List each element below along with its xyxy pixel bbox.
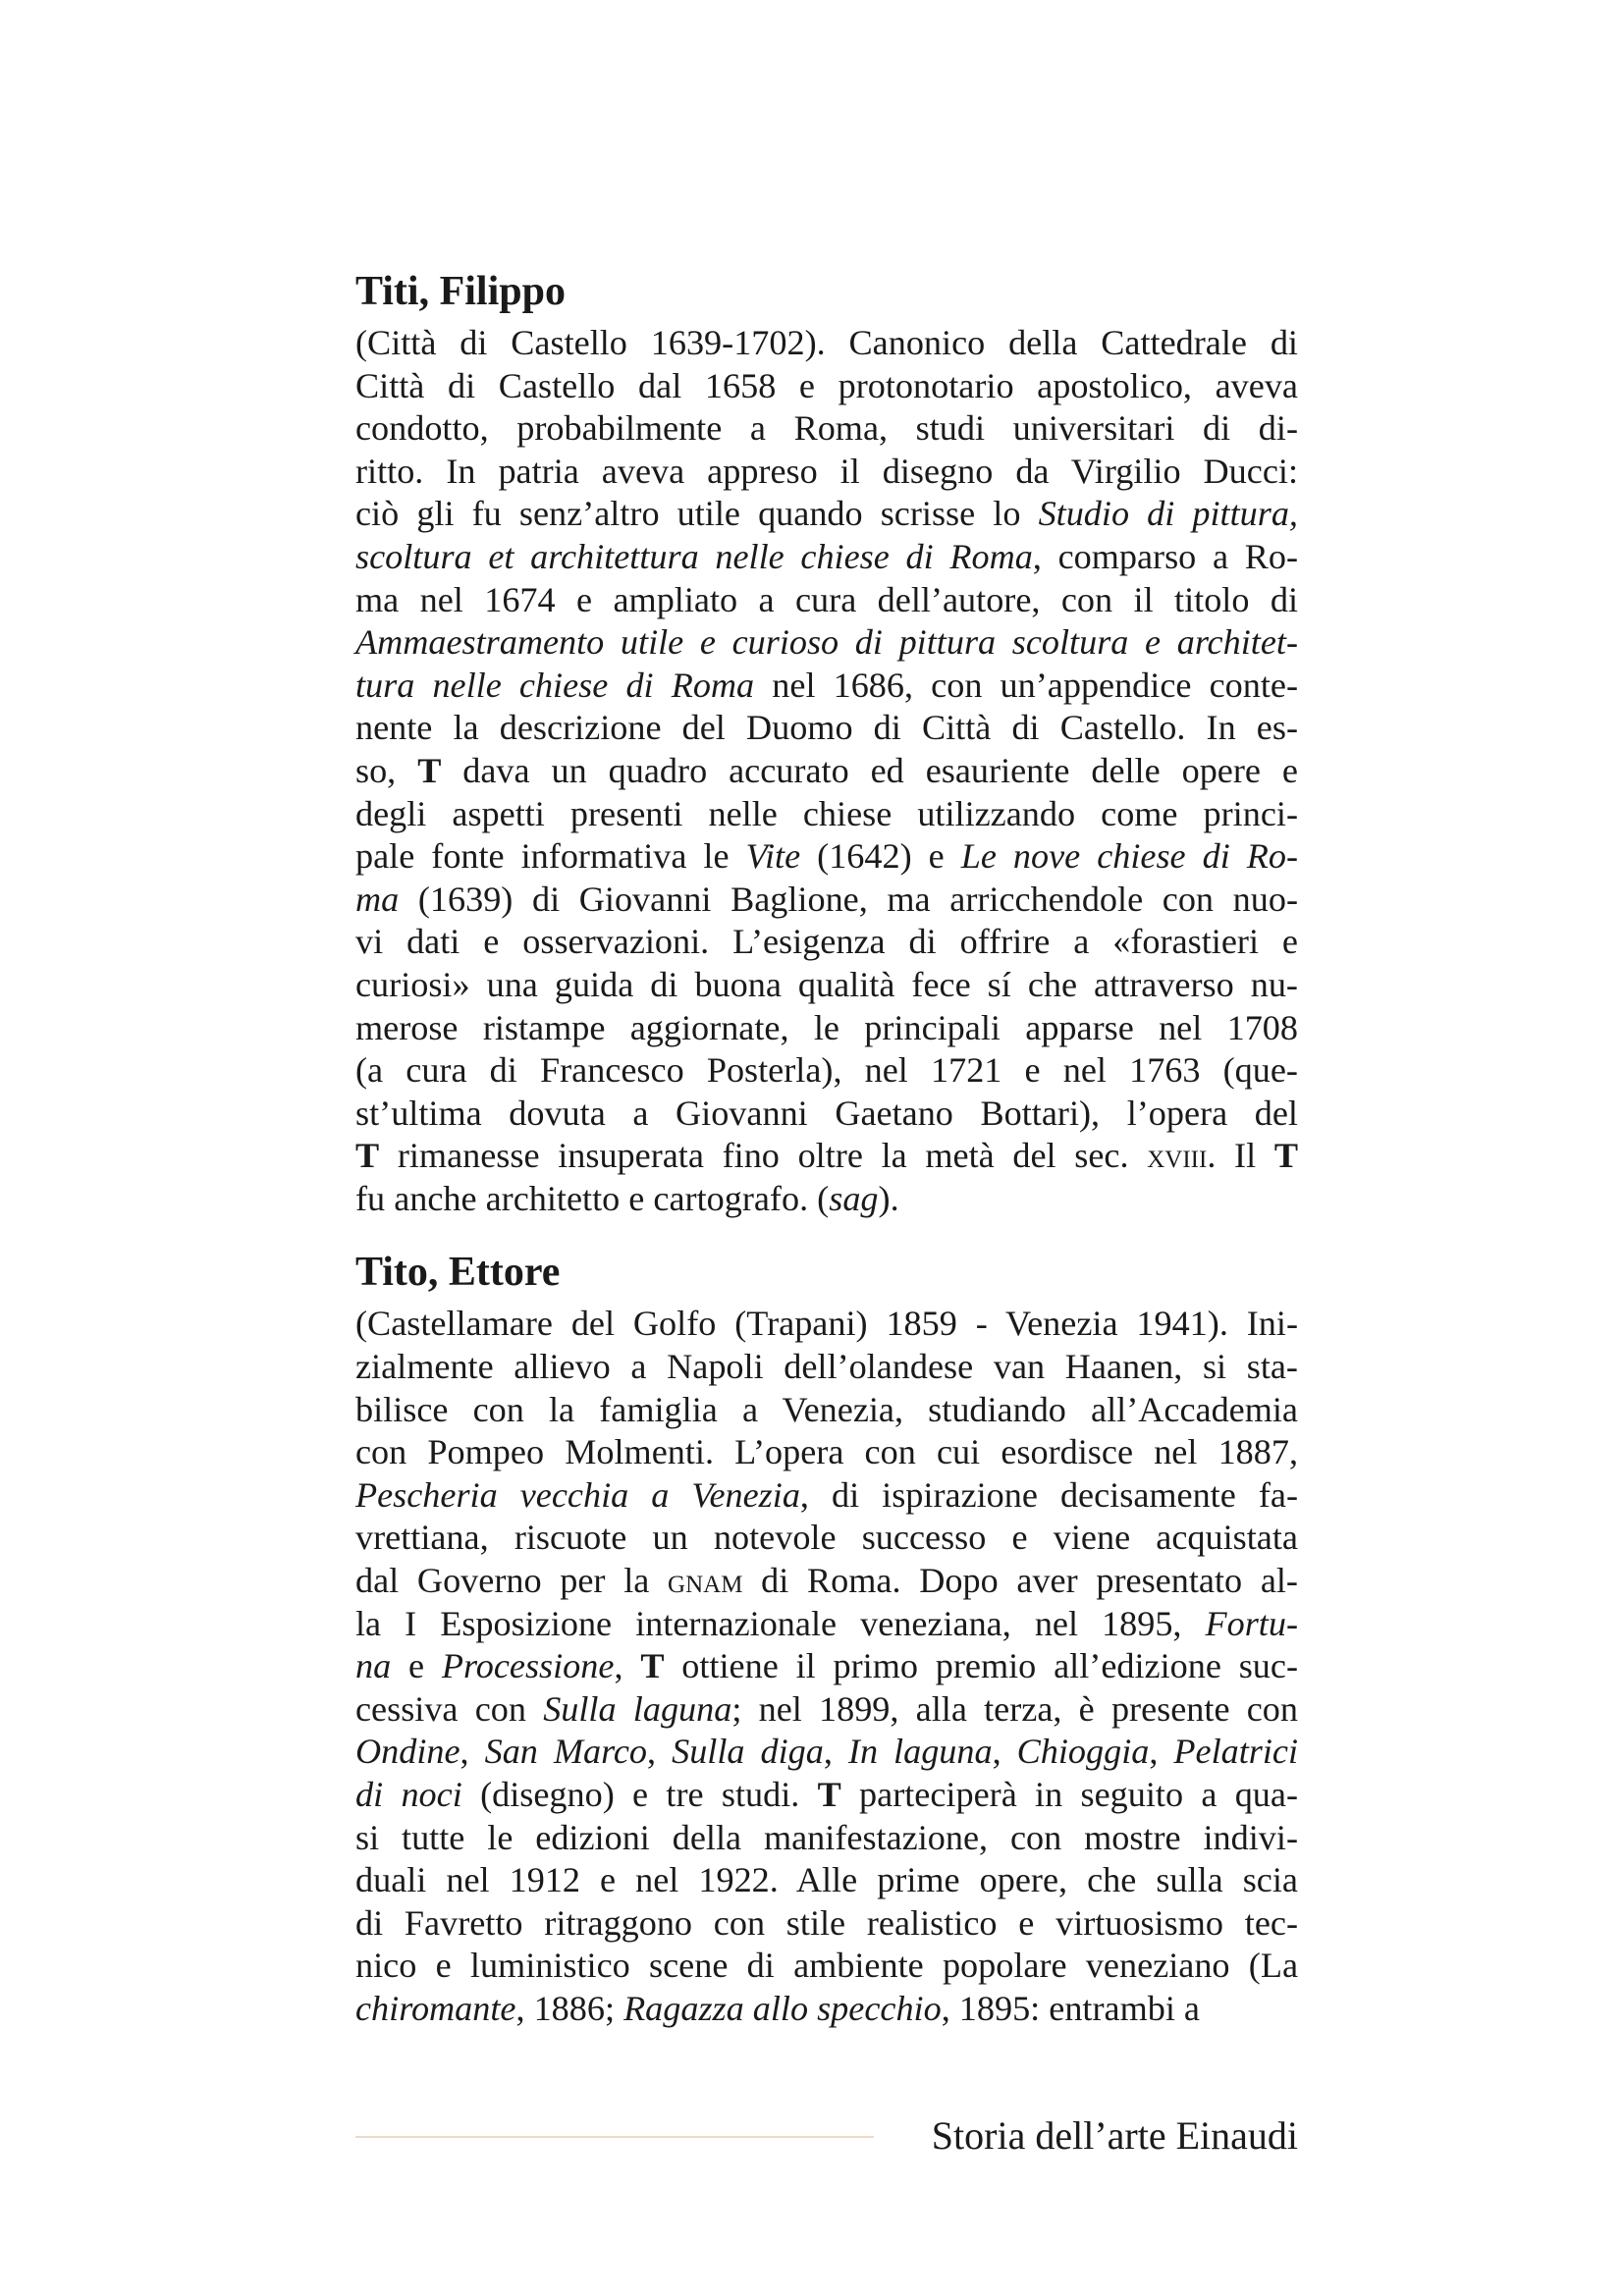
text-line (355, 1178, 1298, 1221)
text-run: degli aspetti presenti nelle chiese utilizzando come princi- (355, 793, 1298, 833)
text-run: e (391, 1646, 442, 1686)
text-line (355, 1346, 1298, 1389)
text-run: , di ispirazione decisamente fa- (799, 1474, 1298, 1515)
italic-text: Ondine (355, 1732, 460, 1772)
text-line (355, 451, 1298, 494)
text-line (355, 750, 1298, 793)
text-line (355, 1303, 1298, 1346)
text-line (355, 964, 1298, 1007)
text-run: pale fonte informativa le (355, 836, 746, 877)
text-run: , comparso a Ro- (1032, 536, 1298, 576)
bold-text: T (417, 750, 442, 790)
text-run: (1642) e (800, 836, 961, 877)
text-line (355, 1431, 1298, 1474)
text-line (355, 1731, 1298, 1774)
text-line (355, 1517, 1298, 1560)
text-line (355, 1389, 1298, 1432)
text-line (355, 407, 1298, 451)
text-run: vi dati e osservazioni. L’esigenza di offrire a «forastieri e (355, 922, 1298, 962)
small-caps-text: xviii (1147, 1136, 1208, 1176)
text-run: (a cura di Francesco Posterla), nel 1721 e nel 1763 (que- (355, 1050, 1298, 1091)
italic-text: Sulla laguna (543, 1688, 732, 1729)
text-line (355, 835, 1298, 879)
text-run: curiosi» una guida di buona qualità fece sí che attraverso nu- (355, 964, 1298, 1004)
text-run: con Pompeo Molmenti. L’opera con cui esordisce nel 1887, (355, 1432, 1298, 1472)
text-line (355, 1474, 1298, 1518)
text-run: , (460, 1732, 485, 1772)
italic-text: na (355, 1646, 392, 1686)
text-run: (Castellamare del Golfo (Trapani) 1859 - Venezia 1941). Ini- (355, 1304, 1298, 1344)
text-run: condotto, probabilmente a Roma, studi universitari di di- (355, 408, 1298, 449)
text-run: la I Esposizione internazionale veneziana, nel 1895, (355, 1603, 1206, 1643)
text-line (355, 1093, 1298, 1136)
text-run: zialmente allievo a Napoli dell’olandese van Haanen, si sta- (355, 1347, 1298, 1387)
footer-rule (355, 2136, 874, 2138)
text-line (355, 536, 1298, 579)
text-run: di Roma. Dopo aver presentato al- (742, 1561, 1298, 1601)
italic-text: di noci (355, 1775, 462, 1814)
text-line (355, 1817, 1298, 1860)
italic-text: Pelatrici (1173, 1732, 1299, 1772)
text-run: (disegno) e tre studi. (461, 1775, 818, 1814)
text-run: , (992, 1732, 1017, 1772)
italic-text: chiromante (355, 1988, 516, 2028)
text-run: nente la descrizione del Duomo di Città di Castello. In es- (355, 708, 1298, 748)
entry-title: Tito, Ettore (355, 1250, 561, 1296)
bold-text: T (1273, 1136, 1298, 1176)
italic-text: Sulla diga (672, 1732, 824, 1772)
italic-text: ma (355, 879, 400, 919)
text-run: , 1895: entrambi a (941, 1988, 1200, 2028)
italic-text: Studio di pittura, (1038, 494, 1298, 534)
text-run: fu anche architetto e cartografo. ( (355, 1178, 830, 1218)
text-line (355, 665, 1298, 708)
text-run: Città di Castello dal 1658 e protonotario apostolico, aveva (355, 365, 1298, 405)
text-line (355, 1135, 1298, 1178)
text-run: di Favretto ritraggono con stile realistico e virtuosismo tec- (355, 1902, 1298, 1943)
text-line (355, 1645, 1298, 1688)
bold-text: T (640, 1646, 665, 1686)
text-line (355, 879, 1298, 922)
text-line (355, 793, 1298, 836)
italic-text: Fortu- (1205, 1603, 1298, 1643)
text-line (355, 322, 1298, 365)
text-run: , (614, 1646, 641, 1686)
footer-publisher: Storia dell’arte Einaudi (931, 2113, 1298, 2158)
text-run: rimanesse insuperata fino oltre la metà del sec. (379, 1136, 1148, 1176)
text-line (355, 621, 1298, 665)
italic-text: Ammaestramento utile e curioso di pittura scoltura e architet- (355, 622, 1298, 663)
text-run: ritto. In patria aveva appreso il disegno da Virgilio Ducci: (355, 451, 1298, 491)
text-line (355, 493, 1298, 536)
entry-body (355, 322, 1298, 1220)
text-line (355, 579, 1298, 622)
text-line (355, 707, 1298, 750)
text-run: si tutte le edizioni della manifestazione, con mostre indivi- (355, 1817, 1298, 1857)
text-run: nico e luministico scene di ambiente popolare veneziano (La (355, 1946, 1298, 1986)
italic-text: Le nove chiese di Ro- (960, 836, 1299, 877)
page-column (355, 265, 1298, 2031)
text-run: (1639) di Giovanni Baglione, ma arricchendole con nuo- (399, 879, 1298, 919)
text-run: dava un quadro accurato ed esauriente delle opere e (441, 750, 1298, 790)
italic-text: sag (829, 1178, 879, 1218)
text-line (355, 1774, 1298, 1817)
entry-titi-filippo (355, 265, 1298, 1220)
text-run: cessiva con (355, 1688, 544, 1729)
italic-text: Vite (745, 836, 801, 877)
text-run: nel 1686, con un’appendice conte- (754, 665, 1299, 705)
text-run: ciò gli fu senz’altro utile quando scrisse lo (355, 494, 1039, 534)
text-line (355, 1902, 1298, 1946)
text-run: , (823, 1732, 848, 1772)
entry-body (355, 1303, 1298, 2030)
text-line (355, 1945, 1298, 1988)
text-line (355, 1988, 1298, 2031)
text-line (355, 365, 1298, 408)
text-run: ). (878, 1178, 899, 1218)
text-line (355, 1049, 1298, 1093)
page-footer (355, 2109, 1298, 2163)
text-run: ma nel 1674 e ampliato a cura dell’autore, con il titolo di (355, 579, 1298, 619)
text-run: dal Governo per la (355, 1561, 669, 1601)
text-run: merose ristampe aggiornate, le principali apparse nel 1708 (355, 1007, 1298, 1047)
text-line (355, 1007, 1298, 1050)
italic-text: tura nelle chiese di Roma (355, 665, 755, 705)
text-run: . Il (1207, 1136, 1274, 1176)
italic-text: Chioggia (1016, 1732, 1150, 1772)
text-run: parteciperà in seguito a qua- (840, 1775, 1299, 1814)
text-line (355, 1859, 1298, 1902)
text-run: , 1886; (515, 1988, 624, 2028)
text-run: ottiene il primo premio all’edizione suc- (664, 1646, 1299, 1686)
text-run: , (1149, 1732, 1174, 1772)
italic-text: Processione (441, 1646, 615, 1686)
italic-text: In laguna (847, 1732, 993, 1772)
text-run: vrettiana, riscuote un notevole successo e viene acquistata (355, 1518, 1298, 1558)
text-line (355, 1560, 1298, 1603)
text-line (355, 1603, 1298, 1646)
text-run: st’ultima dovuta a Giovanni Gaetano Bottari), l’opera del (355, 1093, 1298, 1133)
italic-text: Ragazza allo specchio (623, 1988, 942, 2028)
small-caps-text: gnam (668, 1561, 743, 1601)
italic-text: scoltura et architettura nelle chiese di Roma (355, 536, 1033, 576)
italic-text: Pescheria vecchia a Venezia (355, 1474, 800, 1515)
italic-text: San Marco (484, 1732, 648, 1772)
text-line (355, 921, 1298, 964)
text-run: duali nel 1912 e nel 1922. Alle prime opere, che sulla scia (355, 1860, 1298, 1900)
text-run: , (647, 1732, 673, 1772)
entry-tito-ettore (355, 1246, 1298, 2030)
text-run: ; nel 1899, alla terza, è presente con (731, 1688, 1298, 1729)
text-run: so, (355, 750, 418, 790)
text-run: (Città di Castello 1639-1702). Canonico della Cattedrale di (355, 323, 1298, 362)
text-line (355, 1688, 1298, 1732)
entry-title: Titi, Filippo (355, 269, 566, 314)
bold-text: T (355, 1136, 380, 1176)
bold-text: T (817, 1775, 841, 1814)
text-run: bilisce con la famiglia a Venezia, studiando all’Accademia (355, 1389, 1298, 1429)
